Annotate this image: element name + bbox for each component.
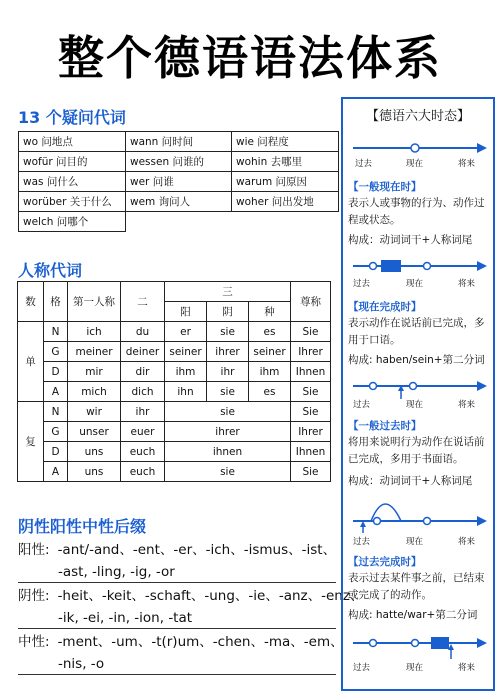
neut-label: 中性: bbox=[18, 634, 50, 650]
pronoun-cell: uns bbox=[68, 442, 121, 462]
pronoun-cell: G bbox=[44, 422, 68, 442]
table-row bbox=[18, 362, 331, 382]
pronoun-cell: wir bbox=[68, 402, 121, 422]
perfect-form: 构成: haben/sein+第二分词 bbox=[348, 354, 485, 366]
tl-past: 过去 bbox=[353, 279, 371, 289]
divider bbox=[18, 582, 336, 583]
tl-future: 将来 bbox=[458, 279, 476, 289]
pronoun-cell: Ihrer bbox=[291, 422, 331, 442]
pronoun-cell: meiner bbox=[68, 342, 121, 362]
table-row bbox=[18, 322, 331, 342]
tl-past: 过去 bbox=[353, 663, 371, 673]
question-word-cell: wann 问时间 bbox=[126, 132, 232, 152]
table-row bbox=[19, 192, 339, 212]
neut-line-1: -ment、-um、-t(r)um、-chen、-ma、-em、 bbox=[57, 634, 344, 650]
pronoun-cell: sie bbox=[207, 382, 249, 402]
plusq-text: 表示过去某件事之前，已结束或完成了的动作。 bbox=[348, 572, 485, 601]
hdr-number: 数 bbox=[18, 282, 44, 322]
preterite-form: 构成：动词词干+人称词尾 bbox=[348, 475, 473, 487]
question-word-cell: wie 问程度 bbox=[232, 132, 339, 152]
pronoun-cell: euch bbox=[121, 462, 165, 482]
question-word-cell: woher 问出发地 bbox=[232, 192, 339, 212]
pronoun-cell: euer bbox=[121, 422, 165, 442]
pronoun-cell: sie bbox=[207, 322, 249, 342]
pronoun-cell: ihr bbox=[207, 362, 249, 382]
pronoun-cell: Sie bbox=[291, 462, 331, 482]
pronoun-cell: ihrer bbox=[207, 342, 249, 362]
pronoun-cell: ihrer bbox=[165, 422, 291, 442]
pronoun-cell: es bbox=[249, 382, 291, 402]
pronoun-cell: seiner bbox=[249, 342, 291, 362]
timeline-present bbox=[343, 255, 493, 279]
tl-future: 将来 bbox=[458, 159, 476, 169]
table-row bbox=[19, 152, 339, 172]
tenses-title: 【德语六大时态】 bbox=[365, 109, 470, 124]
pronoun-cell: G bbox=[44, 342, 68, 362]
masc-line-2: -ast, -ling, -ig, -or bbox=[58, 564, 175, 580]
timeline-preterite bbox=[343, 491, 493, 533]
tl-now: 现在 bbox=[406, 537, 424, 547]
pronoun-cell: dich bbox=[121, 382, 165, 402]
perfect-heading: 【现在完成时】 bbox=[348, 301, 422, 313]
fem-line-1: -heit、-keit、-schaft、-ung、-ie、-anz、-enz、 bbox=[57, 588, 364, 604]
pronoun-cell: ihnen bbox=[165, 442, 291, 462]
interrogatives-heading: 13 个疑问代词 bbox=[18, 108, 126, 127]
pronoun-cell: Ihnen bbox=[291, 442, 331, 462]
tenses-panel bbox=[341, 97, 495, 691]
pronoun-cell: sie bbox=[165, 462, 291, 482]
tl-now: 现在 bbox=[406, 159, 424, 169]
tl-future: 将来 bbox=[458, 400, 476, 410]
singular-label: 单 bbox=[18, 322, 44, 402]
table-row bbox=[19, 212, 339, 232]
table-row bbox=[18, 342, 331, 362]
page-title: 整个德语语法体系 bbox=[58, 31, 442, 85]
table-row bbox=[18, 402, 331, 422]
plural-label: 复 bbox=[18, 402, 44, 482]
pronouns-table bbox=[17, 281, 331, 482]
table-row bbox=[18, 442, 331, 462]
pronoun-cell: deiner bbox=[121, 342, 165, 362]
suffixes-heading: 阴性阳性中性后缀 bbox=[18, 517, 147, 536]
pronoun-cell: es bbox=[249, 322, 291, 342]
question-word-cell: was 问什么 bbox=[19, 172, 126, 192]
pronoun-cell: A bbox=[44, 462, 68, 482]
pronoun-cell: Sie bbox=[291, 322, 331, 342]
question-word-cell: worüber 关于什么 bbox=[19, 192, 126, 212]
masc-label: 阳性: bbox=[18, 542, 50, 558]
pronoun-cell: ihn bbox=[165, 382, 207, 402]
question-word-cell: welch 问哪个 bbox=[19, 212, 126, 232]
pronoun-cell: Sie bbox=[291, 402, 331, 422]
interrogatives-table bbox=[18, 131, 339, 232]
pronoun-cell: mir bbox=[68, 362, 121, 382]
present-heading: 【一般现在时】 bbox=[348, 181, 422, 193]
hdr-second: 二 bbox=[121, 282, 165, 322]
pronoun-cell: N bbox=[44, 402, 68, 422]
hdr-fem: 种 bbox=[249, 302, 291, 322]
neut-line-2: -nis, -o bbox=[58, 656, 105, 672]
pronoun-cell: Ihnen bbox=[291, 362, 331, 382]
perfect-text: 表示动作在说话前已完成，多用于口语。 bbox=[348, 317, 485, 346]
question-word-cell: wofür 问目的 bbox=[19, 152, 126, 172]
divider bbox=[18, 674, 336, 675]
fem-label: 阴性: bbox=[18, 588, 50, 604]
hdr-neut: 阴 bbox=[207, 302, 249, 322]
present-form: 构成：动词词干+人称词尾 bbox=[348, 234, 473, 246]
pronoun-cell: N bbox=[44, 322, 68, 342]
pronoun-cell: du bbox=[121, 322, 165, 342]
masc-suffixes bbox=[18, 539, 336, 583]
neut-suffixes bbox=[18, 631, 344, 675]
pronoun-cell: ihm bbox=[249, 362, 291, 382]
tl-past: 过去 bbox=[355, 159, 373, 169]
pronoun-cell: sie bbox=[165, 402, 291, 422]
question-word-cell: wo 问地点 bbox=[19, 132, 126, 152]
table-row bbox=[18, 462, 331, 482]
tl-future: 将来 bbox=[458, 663, 476, 673]
pronoun-cell: seiner bbox=[165, 342, 207, 362]
tl-future: 将来 bbox=[458, 537, 476, 547]
pronoun-cell: mich bbox=[68, 382, 121, 402]
pronoun-cell: unser bbox=[68, 422, 121, 442]
tl-now: 现在 bbox=[406, 663, 424, 673]
tl-past: 过去 bbox=[353, 537, 371, 547]
pronoun-cell: ich bbox=[68, 322, 121, 342]
question-word-cell: wohin 去哪里 bbox=[232, 152, 339, 172]
table-row bbox=[18, 382, 331, 402]
pronoun-cell: uns bbox=[68, 462, 121, 482]
hdr-masc: 阳 bbox=[165, 302, 207, 322]
plusq-heading: 【过去完成时】 bbox=[348, 556, 422, 568]
preterite-heading: 【一般过去时】 bbox=[348, 420, 422, 432]
pronoun-cell: ihm bbox=[165, 362, 207, 382]
pronoun-cell: ihr bbox=[121, 402, 165, 422]
plusq-form: 构成: hatte/war+第二分词 bbox=[348, 609, 478, 621]
pronoun-cell: Ihrer bbox=[291, 342, 331, 362]
tl-past: 过去 bbox=[353, 400, 371, 410]
question-word-cell: wer 问谁 bbox=[126, 172, 232, 192]
pronoun-cell: D bbox=[44, 362, 68, 382]
hdr-third: 三 bbox=[165, 282, 291, 302]
pronouns-heading: 人称代词 bbox=[18, 261, 83, 280]
pronoun-cell: euch bbox=[121, 442, 165, 462]
hdr-polite: 尊称 bbox=[291, 282, 331, 322]
divider bbox=[18, 628, 336, 629]
fem-suffixes bbox=[18, 585, 363, 629]
fem-line-2: -ik, -ei, -in, -ion, -tat bbox=[58, 610, 193, 626]
pronoun-cell: dir bbox=[121, 362, 165, 382]
pronoun-cell: Sie bbox=[291, 382, 331, 402]
present-text: 表示人或事物的行为、动作过程或状态。 bbox=[348, 197, 485, 226]
timeline-plusq bbox=[343, 629, 493, 661]
hdr-first: 第一人称 bbox=[68, 282, 121, 322]
table-row bbox=[19, 132, 339, 152]
pronoun-cell: D bbox=[44, 442, 68, 462]
tl-now: 现在 bbox=[406, 279, 424, 289]
pronoun-cell: A bbox=[44, 382, 68, 402]
pronoun-cell: er bbox=[165, 322, 207, 342]
question-word-cell: wem 询问人 bbox=[126, 192, 232, 212]
timeline-perfect bbox=[343, 373, 493, 399]
preterite-text: 将用来说明行为动作在说话前已完成，多用于书面语。 bbox=[348, 436, 485, 465]
table-row bbox=[19, 172, 339, 192]
table-row bbox=[18, 422, 331, 442]
question-word-cell: wessen 问谁的 bbox=[126, 152, 232, 172]
hdr-case: 格 bbox=[44, 282, 68, 322]
masc-line-1: -ant/-and、-ent、-er、-ich、-ismus、-ist、 bbox=[57, 542, 337, 558]
question-word-cell: warum 问原因 bbox=[232, 172, 339, 192]
tl-now: 现在 bbox=[406, 400, 424, 410]
